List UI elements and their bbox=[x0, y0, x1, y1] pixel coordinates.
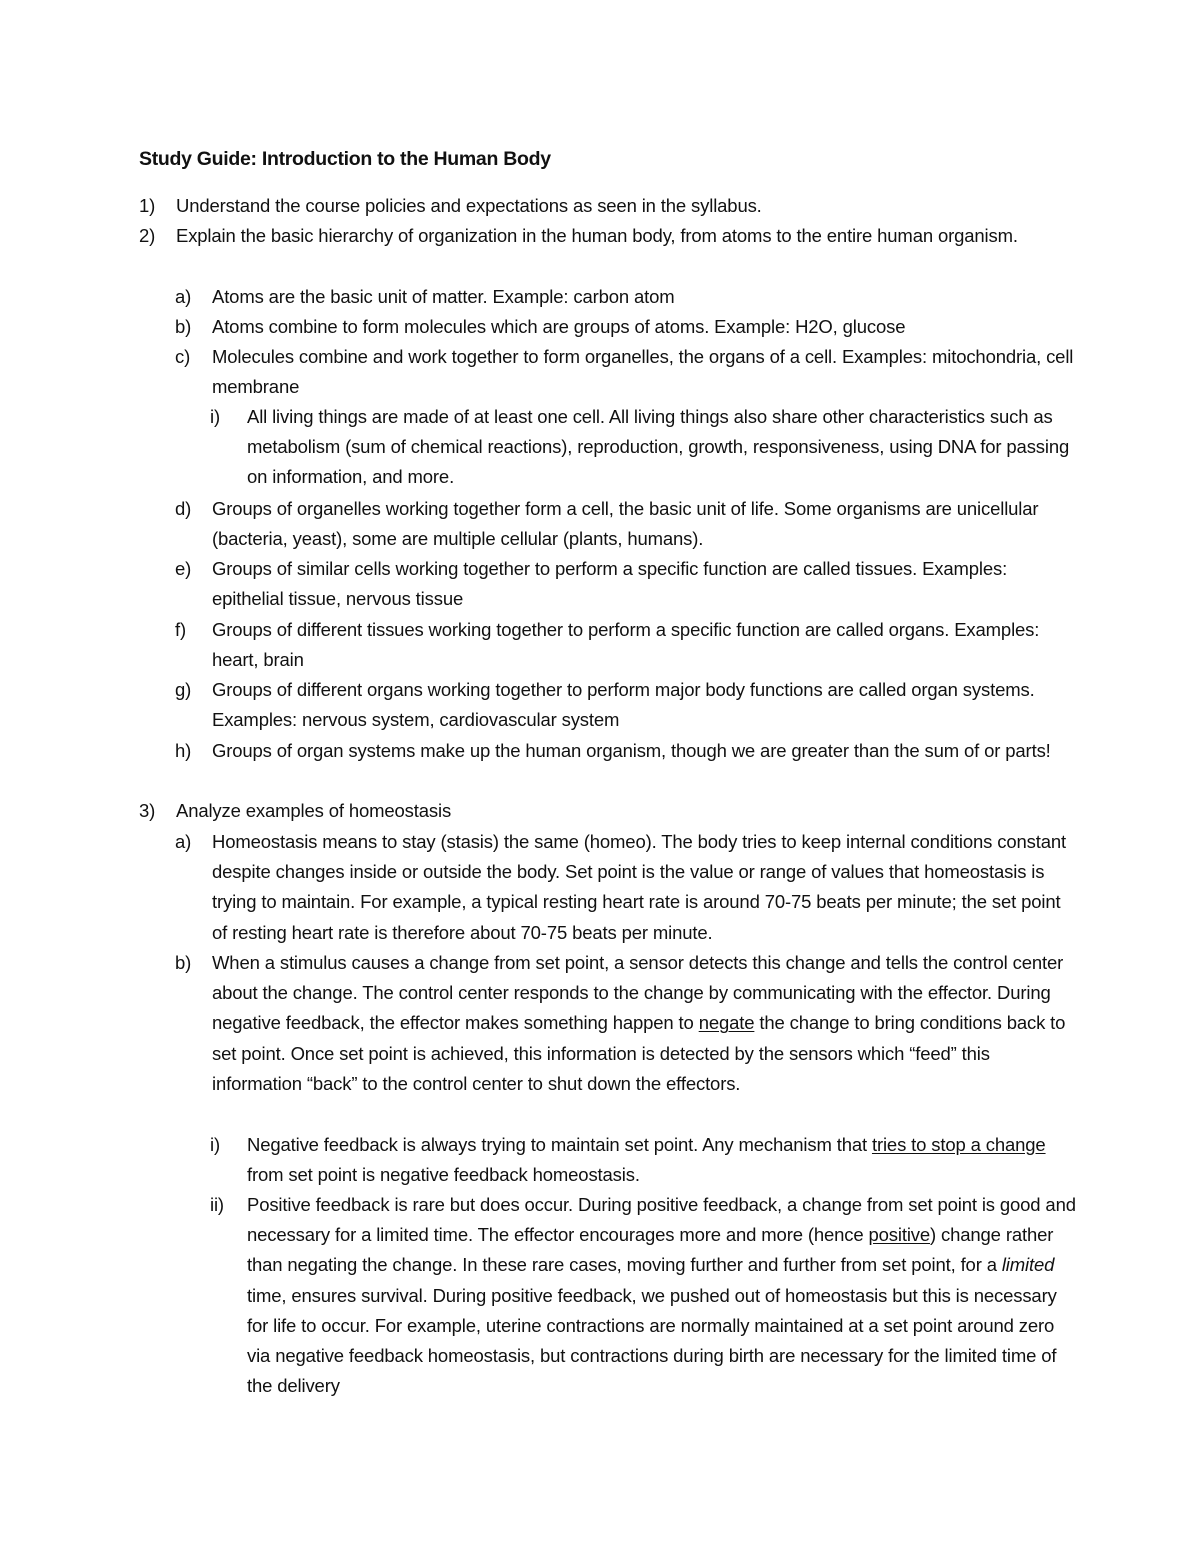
list-item-text: Molecules combine and work together to form organelles, the organs of a cell. Examples: mitochondria, cell membrane bbox=[212, 346, 1074, 398]
underlined-text: positive bbox=[868, 1224, 931, 1246]
list-item-text: Groups of organ systems make up the human organism, though we are greater than the sum of or parts! bbox=[212, 740, 1051, 761]
list-marker: a) bbox=[175, 286, 192, 307]
list-item bbox=[175, 675, 1076, 735]
list-item-text: Homeostasis means to stay (stasis) the same (homeo). The body tries to keep internal conditions constant despite changes inside or outside the body. Set point is the value or range of values that homeostasis is trying to maintain. For example, a typical resting heart rate is around 70-75 beats per minute; the set point of resting heart rate is therefore about 70-75 beats per minute. bbox=[212, 831, 1066, 943]
text-run: Negative feedback is always trying to maintain set point. Any mechanism that bbox=[247, 1134, 872, 1155]
list-item bbox=[210, 1190, 1076, 1401]
list-item-text bbox=[212, 948, 1076, 1099]
list-marker: h) bbox=[175, 740, 192, 761]
list-item bbox=[139, 191, 1076, 221]
list-item-text: Atoms combine to form molecules which are groups of atoms. Example: H2O, glucose bbox=[212, 316, 906, 337]
list-item bbox=[210, 1130, 1076, 1190]
text-run: time, ensures survival. During positive feedback, we pushed out of homeostasis but this is necessary for life to occur. For example, uterine contractions are normally maintained at a set point around zero via negative feedback homeostasis, but contractions during birth are necessary for the limited time of the delivery bbox=[247, 1284, 1057, 1397]
list-item bbox=[139, 221, 1076, 251]
list-marker: i) bbox=[210, 406, 220, 427]
list-marker: c) bbox=[175, 346, 191, 367]
list-marker: i) bbox=[210, 1134, 220, 1155]
text-run: Positive feedback is rare but does occur. During positive feedback, a change from set point is good and necessary for a limited time. The effector encourages more and more (hence bbox=[247, 1194, 1076, 1246]
italic-text: limited bbox=[1001, 1254, 1055, 1276]
list-item-text: Groups of similar cells working together to perform a specific function are called tissues. Examples: epithelial tissue, nervous tissue bbox=[212, 558, 1008, 610]
list-item bbox=[175, 312, 1076, 342]
list-item-text: Groups of organelles working together form a cell, the basic unit of life. Some organisms are unicellular (bacteria, yeast), some are multiple cellular (plants, humans). bbox=[212, 498, 1039, 550]
underlined-text: tries to stop a change bbox=[871, 1134, 1046, 1155]
list-marker: b) bbox=[175, 316, 192, 337]
list-marker: b) bbox=[175, 952, 192, 973]
list-item bbox=[175, 948, 1076, 1099]
list-marker: e) bbox=[175, 558, 192, 579]
text-run: ) change rather than negating the change. In these rare cases, moving further and further from set point, for a bbox=[247, 1224, 1054, 1276]
list-item bbox=[175, 554, 1076, 614]
page-title: Study Guide: Introduction to the Human Body bbox=[139, 148, 551, 170]
list-item bbox=[175, 494, 1076, 554]
list-item-text: Groups of different tissues working together to perform a specific function are called organs. Examples: heart, brain bbox=[212, 619, 1040, 671]
list-marker: 3) bbox=[139, 800, 156, 821]
list-marker: a) bbox=[175, 831, 192, 852]
list-item-text: Analyze examples of homeostasis bbox=[176, 800, 452, 821]
text-run: When a stimulus causes a change from set point, a sensor detects this change and tells the control center about the change. The control center responds to the change by communicating with the effector. During negative feedback, the effector makes something happen to bbox=[212, 952, 1064, 1034]
list-marker: g) bbox=[175, 679, 192, 700]
list-item bbox=[175, 342, 1076, 402]
list-item-text: Explain the basic hierarchy of organization in the human body, from atoms to the entire human organism. bbox=[176, 225, 1018, 246]
list-marker: d) bbox=[175, 498, 192, 519]
list-item bbox=[175, 615, 1076, 675]
list-item-text: Understand the course policies and expectations as seen in the syllabus. bbox=[176, 195, 762, 216]
list-marker: ii) bbox=[210, 1194, 224, 1215]
list-item-text bbox=[247, 1190, 1076, 1401]
list-item bbox=[210, 402, 1076, 493]
list-item-text: All living things are made of at least one cell. All living things also share other characteristics such as metabolism (sum of chemical reactions), reproduction, growth, responsiveness, using DNA for passing on information, and more. bbox=[247, 406, 1070, 488]
list-item-text bbox=[247, 1130, 1076, 1190]
list-marker: 2) bbox=[139, 225, 156, 246]
list-item bbox=[175, 827, 1076, 948]
underlined-text: negate bbox=[698, 1012, 755, 1034]
list-item bbox=[139, 796, 1076, 826]
text-run: the change to bring conditions back to set point. Once set point is achieved, this information is detected by the sensors which “feed” this information “back” to the control center to shut down the effectors. bbox=[212, 1012, 1066, 1094]
list-item-text: Groups of different organs working together to perform major body functions are called organ systems. Examples: nervous system, cardiovascular system bbox=[212, 679, 1035, 731]
list-item bbox=[175, 282, 1076, 312]
text-run: from set point is negative feedback homeostasis. bbox=[247, 1164, 640, 1186]
list-marker: f) bbox=[175, 619, 187, 640]
list-item-text: Atoms are the basic unit of matter. Example: carbon atom bbox=[212, 286, 675, 307]
list-item bbox=[175, 736, 1076, 766]
list-marker: 1) bbox=[139, 195, 156, 216]
